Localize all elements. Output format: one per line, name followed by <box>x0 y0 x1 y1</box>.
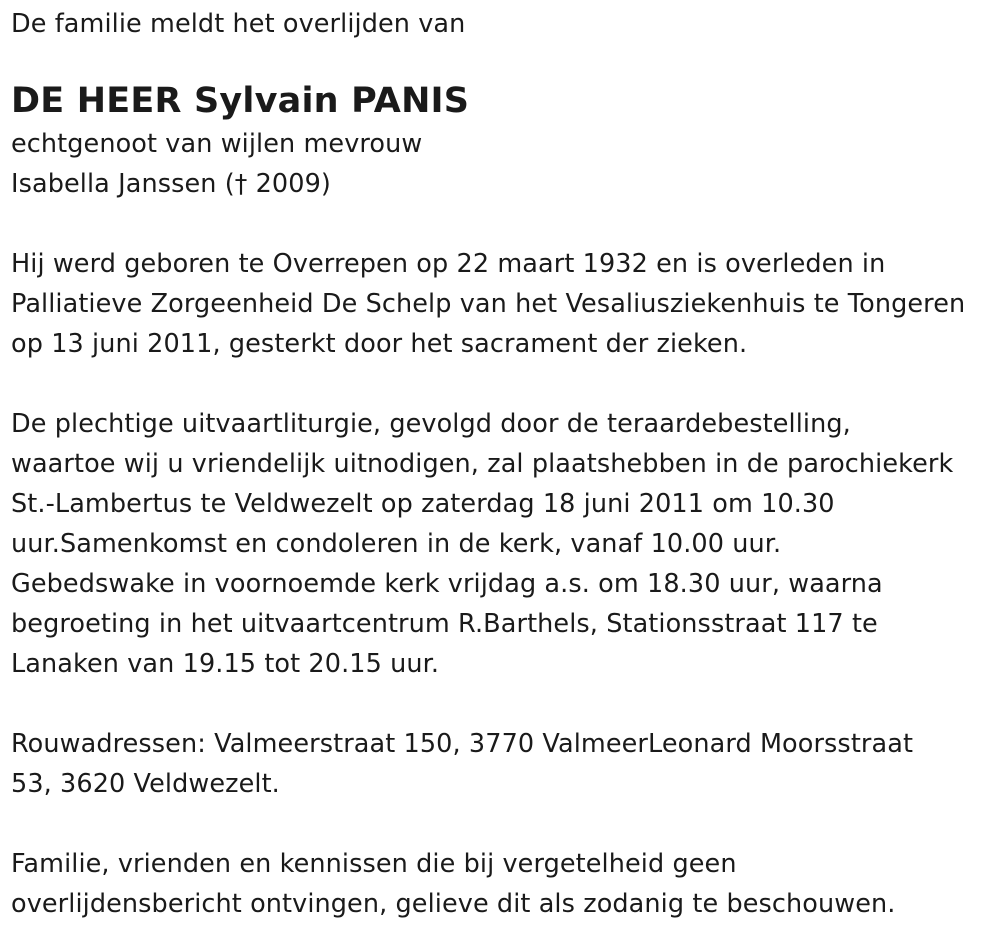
paragraph-line: 53, 3620 Veldwezelt. <box>11 769 280 799</box>
closing-paragraph <box>11 844 996 924</box>
paragraph-line: begroeting in het uitvaartcentrum R.Barthels, Stationsstraat 117 te <box>11 609 878 639</box>
paragraph-line: uur.Samenkomst en condoleren in de kerk, vanaf 10.00 uur. <box>11 529 782 559</box>
paragraph-line: Familie, vrienden en kennissen die bij vergetelheid geen <box>11 849 737 879</box>
deceased-name: DE HEER Sylvain PANIS <box>11 81 470 121</box>
paragraph-line: Hij werd geboren te Overrepen op 22 maart 1932 en is overleden in <box>11 249 886 279</box>
paragraph-line: De plechtige uitvaartliturgie, gevolgd door de teraardebestelling, <box>11 409 851 439</box>
paragraph-line: waartoe wij u vriendelijk uitnodigen, zal plaatshebben in de parochiekerk <box>11 449 954 479</box>
birth-death-paragraph <box>11 244 996 364</box>
spouse-name-text: Isabella Janssen ( <box>11 169 235 199</box>
addresses-paragraph <box>11 724 996 804</box>
paragraph-line: op 13 juni 2011, gesterkt door het sacrament der zieken. <box>11 329 748 359</box>
spouse-death-year: 2009) <box>247 169 331 199</box>
paragraph-line: Rouwadressen: Valmeerstraat 150, 3770 ValmeerLeonard Moorsstraat <box>11 729 914 759</box>
cross-icon: † <box>234 169 248 198</box>
death-notice <box>11 4 996 924</box>
paragraph-line: Gebedswake in voornoemde kerk vrijdag a.s. om 18.30 uur, waarna <box>11 569 883 599</box>
intro-text: De familie meldt het overlijden van <box>11 9 466 39</box>
paragraph-line: Lanaken van 19.15 tot 20.15 uur. <box>11 649 440 679</box>
paragraph-line: St.-Lambertus te Veldwezelt op zaterdag 18 juni 2011 om 10.30 <box>11 489 835 519</box>
paragraph-line: Palliatieve Zorgeenheid De Schelp van het Vesaliusziekenhuis te Tongeren <box>11 289 966 319</box>
paragraph-line: overlijdensbericht ontvingen, gelieve dit als zodanig te beschouwen. <box>11 889 896 919</box>
spouse-line-2 <box>11 164 996 204</box>
funeral-paragraph <box>11 404 996 684</box>
spouse-line-1: echtgenoot van wijlen mevrouw <box>11 129 423 159</box>
